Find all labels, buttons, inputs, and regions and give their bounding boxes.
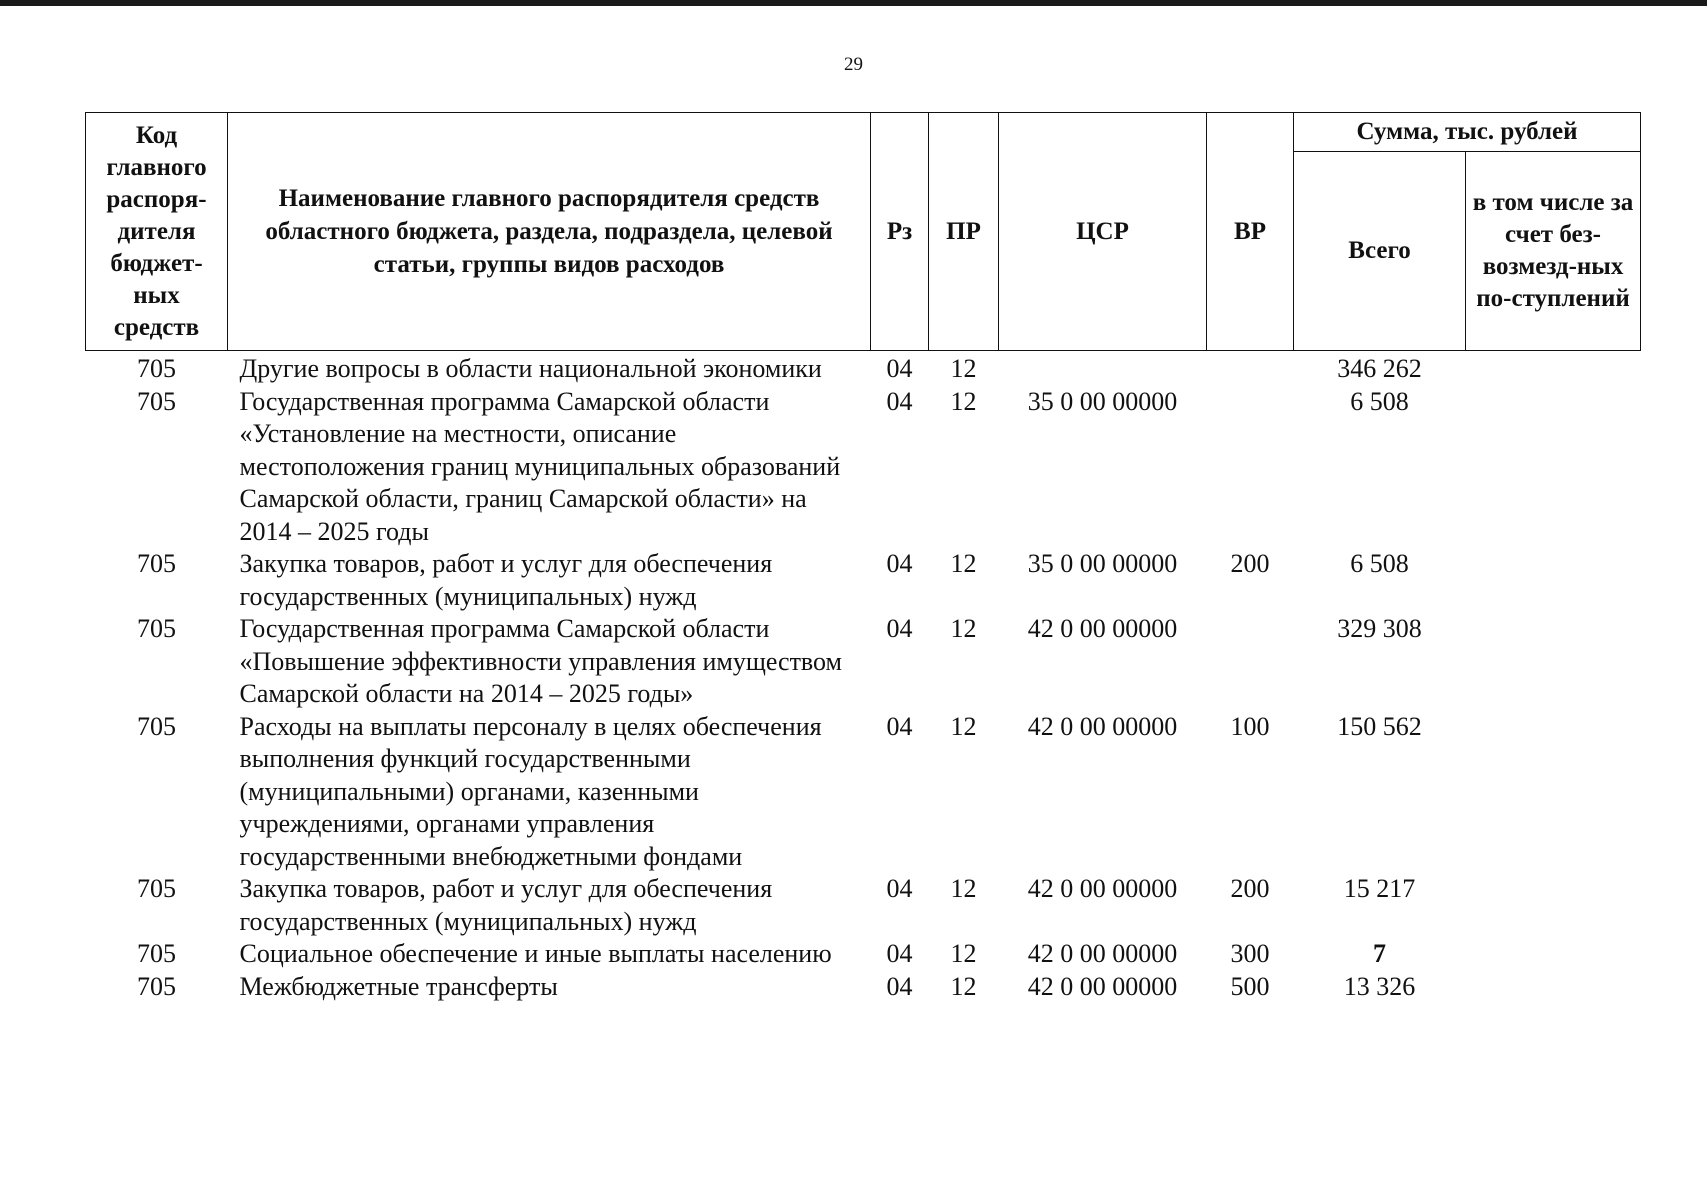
cell-code: 705 (137, 711, 176, 741)
cell-vr: 500 (1230, 971, 1270, 1001)
cell-code: 705 (137, 874, 176, 903)
cell-pr: 12 (950, 939, 977, 968)
cell-csr: 42 0 00 00000 (1027, 614, 1178, 643)
cell-rz: 04 (886, 711, 913, 741)
cell-pr: 12 (950, 711, 977, 741)
cell-code: 705 (137, 354, 176, 383)
cell-csr: 42 0 00 00000 (1027, 971, 1178, 1001)
cell-csr: 42 0 00 00000 (1027, 939, 1178, 968)
header-code: Код главного распоря-дителя бюджет-ных средств (86, 113, 228, 351)
cell-pr: 12 (950, 874, 977, 903)
cell-gratuitous (1466, 613, 1641, 711)
cell-rz: 04 (886, 971, 913, 1001)
cell-rz: 04 (886, 549, 913, 578)
header-rz: Рз (871, 113, 929, 351)
scan-top-edge (0, 0, 1707, 6)
cell-total: 6 508 (1350, 386, 1409, 416)
cell-name: Социальное обеспечение и иные выплаты населению (239, 939, 832, 968)
cell-gratuitous (1466, 548, 1641, 613)
cell-code: 705 (137, 971, 176, 1001)
page-number: 29 (844, 54, 863, 75)
cell-pr: 12 (950, 354, 977, 383)
cell-gratuitous (1466, 938, 1641, 971)
cell-total: 6 508 (1350, 549, 1409, 578)
cell-vr: 200 (1230, 549, 1270, 578)
cell-vr: 200 (1230, 874, 1270, 903)
cell-gratuitous (1466, 351, 1641, 386)
cell-gratuitous (1466, 711, 1641, 874)
table-row (86, 613, 1641, 711)
table-row (86, 548, 1641, 613)
cell-total: 7 (1373, 939, 1386, 968)
table-row (86, 386, 1641, 549)
cell-vr (1207, 613, 1294, 711)
cell-total: 150 562 (1337, 711, 1422, 741)
table-row (86, 351, 1641, 386)
cell-name: Расходы на выплаты персоналу в целях обеспечения выполнения функций государственными (муниципальными) органами, казенными учреждениями, органами управления государственными внебюджетными фондами (239, 711, 822, 871)
header-name: Наименование главного распорядителя средств областного бюджета, раздела, подраздела, целевой статьи, группы видов расходов (228, 113, 871, 351)
cell-total: 346 262 (1337, 354, 1422, 383)
cell-csr: 42 0 00 00000 (1027, 711, 1178, 741)
cell-vr: 100 (1230, 711, 1270, 741)
cell-code: 705 (137, 939, 176, 968)
cell-total: 13 326 (1343, 971, 1416, 1001)
header-vr: ВР (1207, 113, 1294, 351)
cell-vr (1207, 386, 1294, 549)
table-header (86, 113, 1641, 351)
header-csr: ЦСР (999, 113, 1207, 351)
cell-total: 329 308 (1337, 614, 1422, 643)
header-sum-group: Сумма, тыс. рублей (1294, 113, 1641, 152)
table-row (86, 938, 1641, 971)
table-row (86, 873, 1641, 938)
table-body (86, 351, 1641, 1004)
cell-gratuitous (1466, 971, 1641, 1004)
cell-name: Государственная программа Самарской области «Повышение эффективности управления имуществом Самарской области на 2014 – 2025 годы» (239, 614, 842, 708)
cell-gratuitous (1466, 386, 1641, 549)
cell-rz: 04 (886, 354, 913, 383)
table-row (86, 711, 1641, 874)
cell-total: 15 217 (1343, 874, 1416, 903)
cell-vr (1207, 351, 1294, 386)
cell-name: Другие вопросы в области национальной экономики (239, 354, 822, 383)
cell-pr: 12 (950, 971, 977, 1001)
cell-rz: 04 (886, 386, 913, 416)
cell-vr: 300 (1230, 939, 1270, 968)
cell-name: Межбюджетные трансферты (239, 971, 558, 1001)
cell-code: 705 (137, 614, 176, 643)
cell-csr: 35 0 00 00000 (1027, 386, 1178, 416)
header-pr: ПР (929, 113, 999, 351)
table-row (86, 971, 1641, 1004)
cell-pr: 12 (950, 386, 977, 416)
header-gratuitous: в том числе за счет без-возмезд-ных по-ступлений (1466, 152, 1641, 351)
cell-rz: 04 (886, 614, 913, 643)
cell-rz: 04 (886, 874, 913, 903)
budget-table (85, 112, 1641, 1003)
cell-pr: 12 (950, 614, 977, 643)
cell-rz: 04 (886, 939, 913, 968)
cell-csr: 42 0 00 00000 (1027, 874, 1178, 903)
cell-name: Государственная программа Самарской области «Установление на местности, описание местоположения границ муниципальных образований Самарской области, границ Самарской области» на 2014 – 2025 годы (239, 386, 841, 546)
cell-csr (999, 351, 1207, 386)
cell-code: 705 (137, 386, 176, 416)
header-total: Всего (1294, 152, 1466, 351)
cell-code: 705 (137, 549, 176, 578)
cell-gratuitous (1466, 873, 1641, 938)
cell-name: Закупка товаров, работ и услуг для обеспечения государственных (муниципальных) нужд (239, 874, 773, 936)
cell-csr: 35 0 00 00000 (1027, 549, 1178, 578)
cell-name: Закупка товаров, работ и услуг для обеспечения государственных (муниципальных) нужд (239, 549, 773, 611)
cell-pr: 12 (950, 549, 977, 578)
